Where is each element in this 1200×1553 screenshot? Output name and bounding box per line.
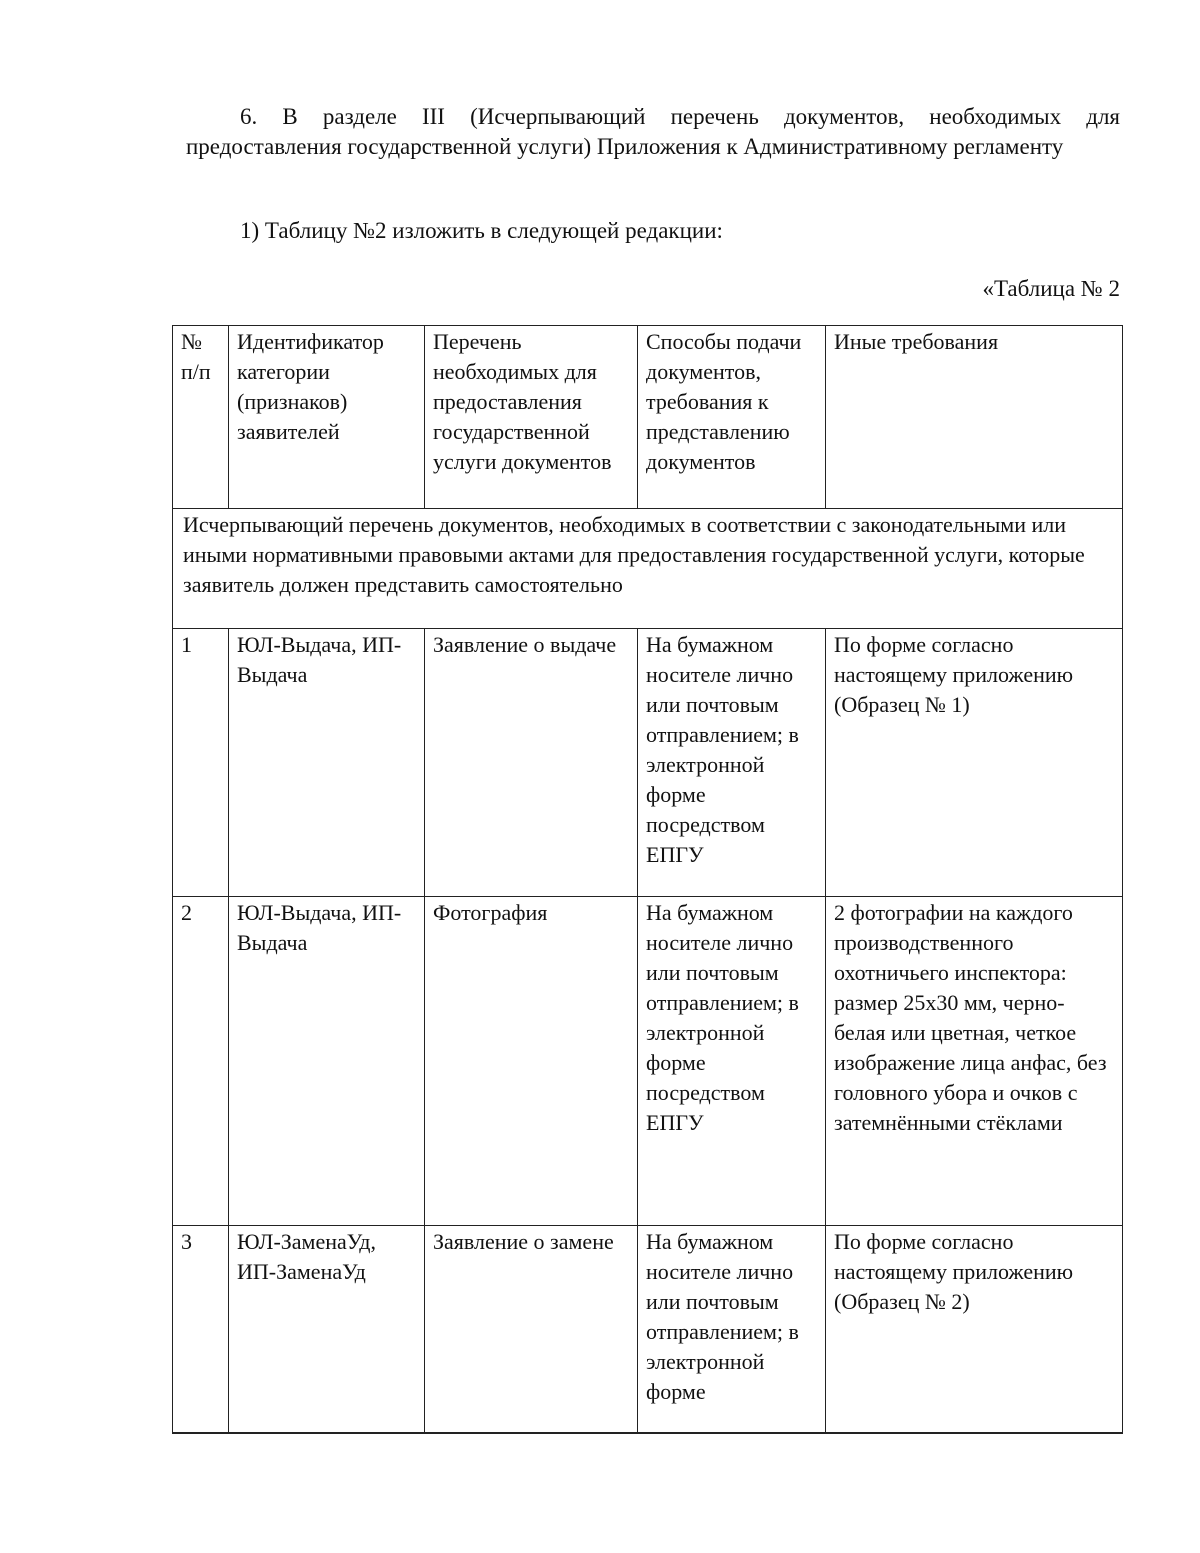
row-method: На бумажном носителе лично или почтовым отправлением; в электронной форме посредством ЕПГУ <box>638 897 826 1226</box>
table-caption: «Таблица № 2 <box>982 276 1120 301</box>
header-applicant-category: Идентификатор категории (признаков) заявителей <box>229 326 425 509</box>
table-row <box>173 629 1123 897</box>
row-number: 3 <box>173 1226 229 1434</box>
row-category: ЮЛ-Выдача, ИП-Выдача <box>229 897 425 1226</box>
row-number: 1 <box>173 629 229 897</box>
row-category: ЮЛ-Выдача, ИП-Выдача <box>229 629 425 897</box>
table-row <box>173 897 1123 1226</box>
row-document: Заявление о выдаче <box>425 629 638 897</box>
row-requirements: По форме согласно настоящему приложению (Образец № 1) <box>826 629 1123 897</box>
row-requirements: По форме согласно настоящему приложению (Образец № 2) <box>826 1226 1123 1434</box>
header-submission-methods: Способы подачи документов, требования к представлению документов <box>638 326 826 509</box>
row-document: Фотография <box>425 897 638 1226</box>
row-number: 2 <box>173 897 229 1226</box>
row-document: Заявление о замене <box>425 1226 638 1434</box>
row-requirements: 2 фотографии на каждого производственного охотничьего инспектора: размер 25х30 мм, черно-белая или цветная, четкое изображение лица анфас, без головного убора и очков с затемнёнными стёклами <box>826 897 1123 1226</box>
row-method: На бумажном носителе лично или почтовым отправлением; в электронной форме посредством ЕПГУ <box>638 629 826 897</box>
row-method: На бумажном носителе лично или почтовым отправлением; в электронной форме <box>638 1226 826 1434</box>
table-section-row <box>173 509 1123 629</box>
row-category: ЮЛ-ЗаменаУд, ИП-ЗаменаУд <box>229 1226 425 1434</box>
header-documents-list: Перечень необходимых для предоставления государственной услуги документов <box>425 326 638 509</box>
intro-item: 1) Таблицу №2 изложить в следующей редакции: <box>240 218 723 243</box>
table-header-row <box>173 326 1123 509</box>
documents-table <box>172 325 1123 1434</box>
header-other-requirements: Иные требования <box>826 326 1123 509</box>
table-row <box>173 1226 1123 1434</box>
intro-paragraph: 6. В разделе III (Исчерпывающий перечень документов, необходимых для предоставления государственной услуги) Приложения к Административному регламенту <box>186 104 1120 159</box>
section-title: Исчерпывающий перечень документов, необходимых в соответствии с законодательными или иными нормативными правовыми актами для предоставления государственной услуги, которые заявитель должен представить самостоятельно <box>173 509 1123 629</box>
header-number: № п/п <box>173 326 229 509</box>
